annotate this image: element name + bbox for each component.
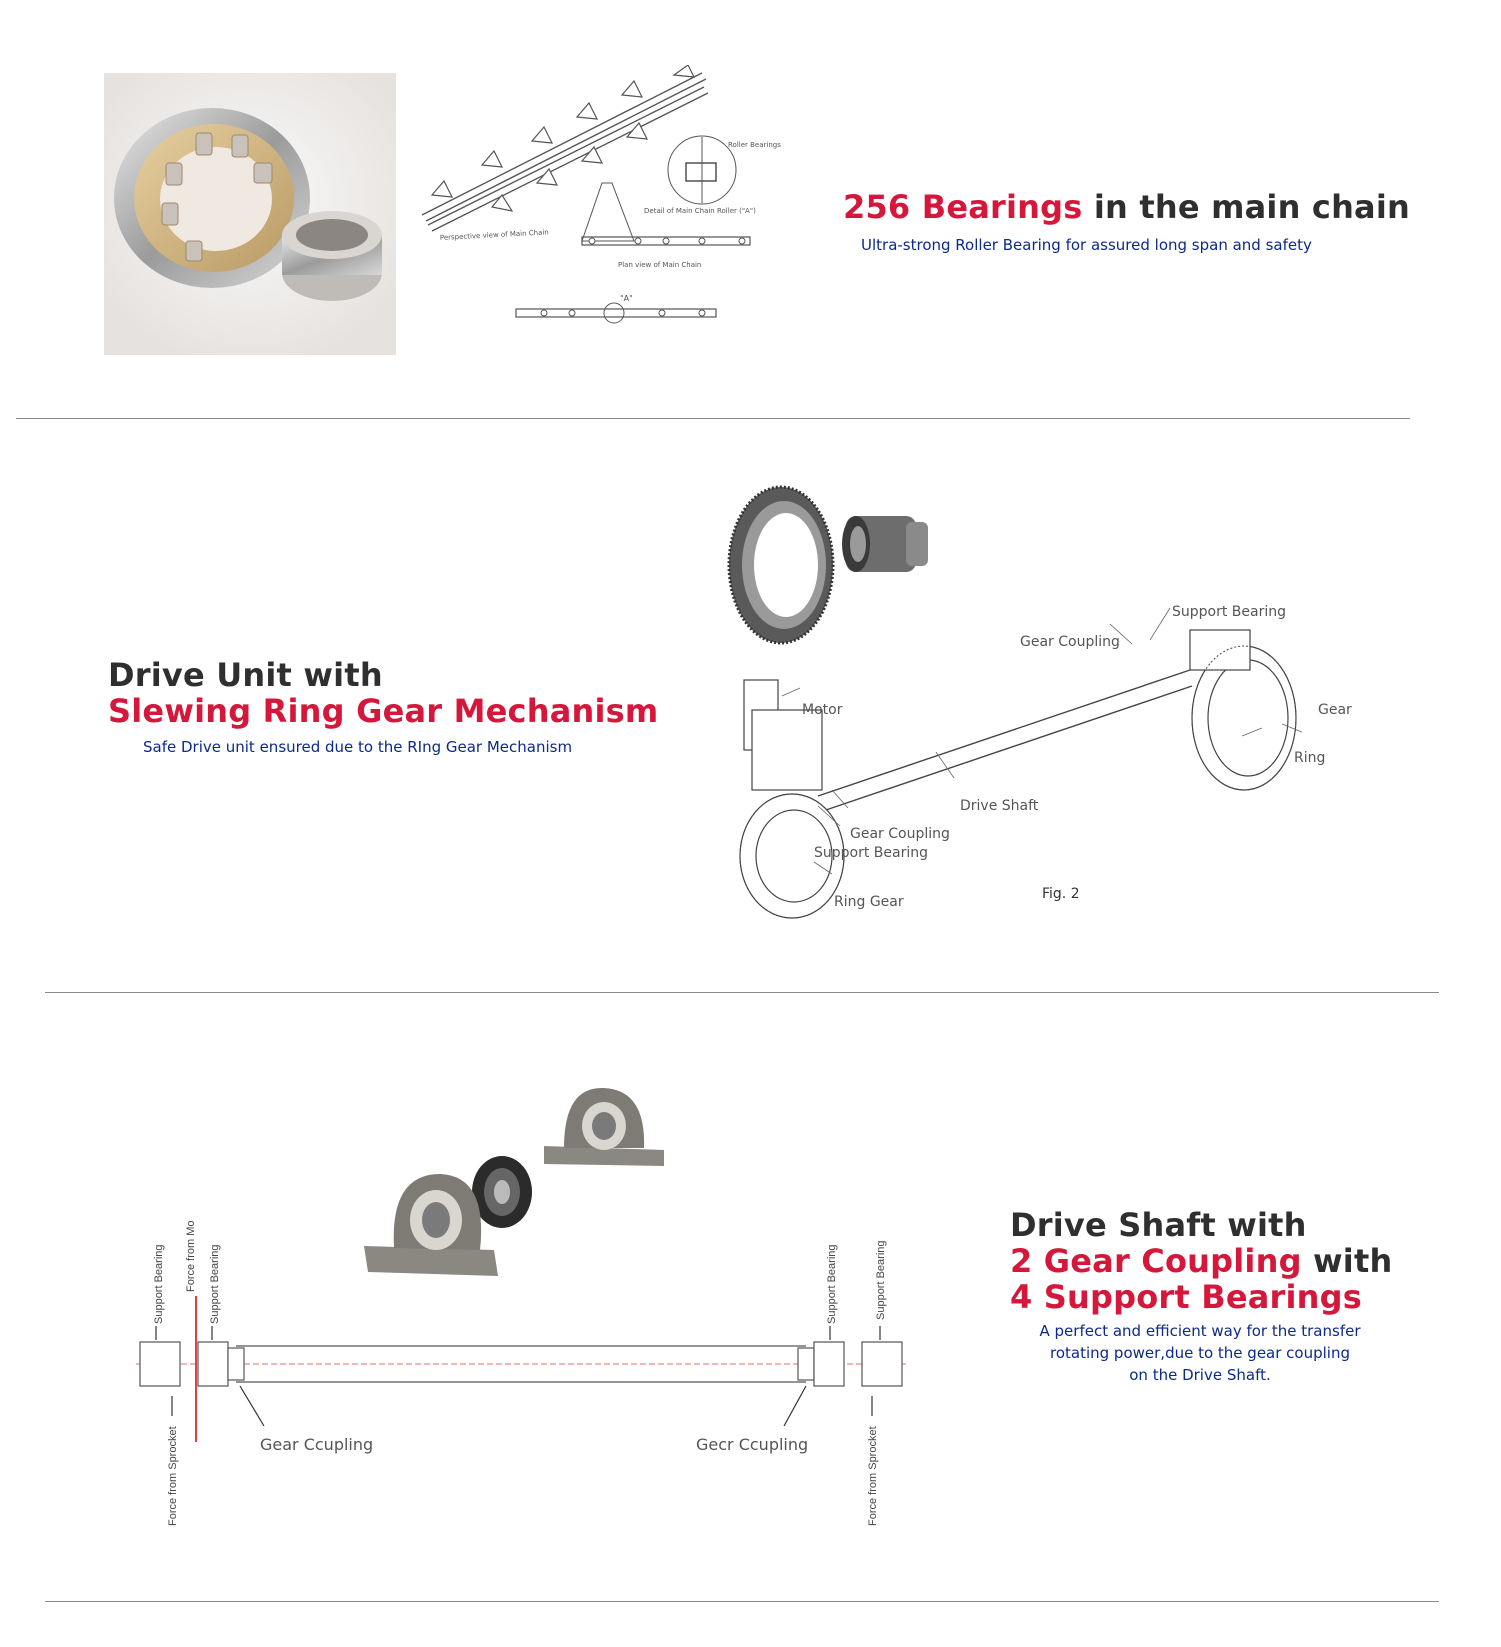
divider-1	[16, 418, 1410, 419]
main-chain-diagram	[412, 65, 784, 330]
plan-view-label: Plan view of Main Chain	[618, 261, 702, 269]
gear-coupling-bottom-label: Gear Coupling	[850, 826, 950, 842]
section3-title	[1010, 1208, 1392, 1315]
support-bearing-bottom-label: Support Bearing	[814, 845, 928, 861]
ring-gear-label: Ring Gear	[834, 894, 904, 910]
section1-title-rest: in the main chain	[1093, 188, 1410, 226]
section3-subtitle	[1010, 1320, 1390, 1386]
drive-shaft-label: Drive Shaft	[960, 798, 1039, 814]
section3-subtitle-line3: on the Drive Shaft.	[1129, 1366, 1271, 1384]
ring-label: Ring	[1294, 750, 1326, 766]
a-mark-label: "A"	[620, 294, 633, 303]
force-from-sprocket-right-label: Force from Sprocket	[867, 1426, 879, 1526]
gear-coupling-right-label: Gecr Ccupling	[696, 1435, 809, 1454]
detail-label: Detail of Main Chain Roller ("A")	[644, 207, 756, 215]
force-from-sprocket-left-label: Force from Sprocket	[167, 1426, 179, 1526]
section1-title-highlight: 256 Bearings	[843, 188, 1083, 226]
gear-coupling-photo	[836, 506, 936, 582]
section3-subtitle-line2: rotating power,due to the gear coupling	[1050, 1344, 1350, 1362]
drive-shaft-diagram	[136, 1206, 906, 1536]
force-from-motor-label: Force from Mo	[185, 1220, 197, 1292]
support-bearing-3-label: Support Bearing	[826, 1244, 838, 1324]
gear-coupling-left-label: Gear Ccupling	[260, 1435, 374, 1454]
gear-label: Gear	[1318, 702, 1352, 718]
perspective-view-label: Perspective view of Main Chain	[439, 228, 549, 242]
section3-title-line2-highlight: 2 Gear Coupling	[1010, 1241, 1302, 1280]
divider-3	[45, 1601, 1439, 1602]
section2-title-line2: Slewing Ring Gear Mechanism	[108, 691, 659, 730]
section1-subtitle: Ultra-strong Roller Bearing for assured long span and safety	[861, 236, 1312, 254]
support-bearing-4-label: Support Bearing	[875, 1240, 887, 1320]
section3-title-line1: Drive Shaft with	[1010, 1206, 1307, 1244]
section2-subtitle: Safe Drive unit ensured due to the RIng Gear Mechanism	[143, 738, 573, 756]
roller-bearing-photo	[104, 73, 396, 355]
section1-title	[843, 190, 1410, 226]
gear-coupling-top-label: Gear Coupling	[1020, 634, 1120, 650]
support-bearing-1-label: Support Bearing	[153, 1244, 165, 1324]
section3-title-line3: 4 Support Bearings	[1010, 1277, 1363, 1316]
drive-unit-diagram	[722, 600, 1352, 930]
section3-title-line2-rest: with	[1313, 1241, 1393, 1280]
fig-label: Fig. 2	[1042, 886, 1080, 902]
section3-subtitle-line1: A perfect and efficient way for the transfer	[1039, 1322, 1361, 1340]
divider-2	[45, 992, 1439, 993]
section2-title-line1: Drive Unit with	[108, 656, 383, 694]
support-bearing-top-label: Support Bearing	[1172, 604, 1286, 620]
roller-bearings-label: Roller Bearings	[728, 141, 781, 149]
section2-title	[108, 658, 658, 730]
support-bearing-2-label: Support Bearing	[209, 1244, 221, 1324]
motor-label: Motor	[802, 702, 843, 718]
